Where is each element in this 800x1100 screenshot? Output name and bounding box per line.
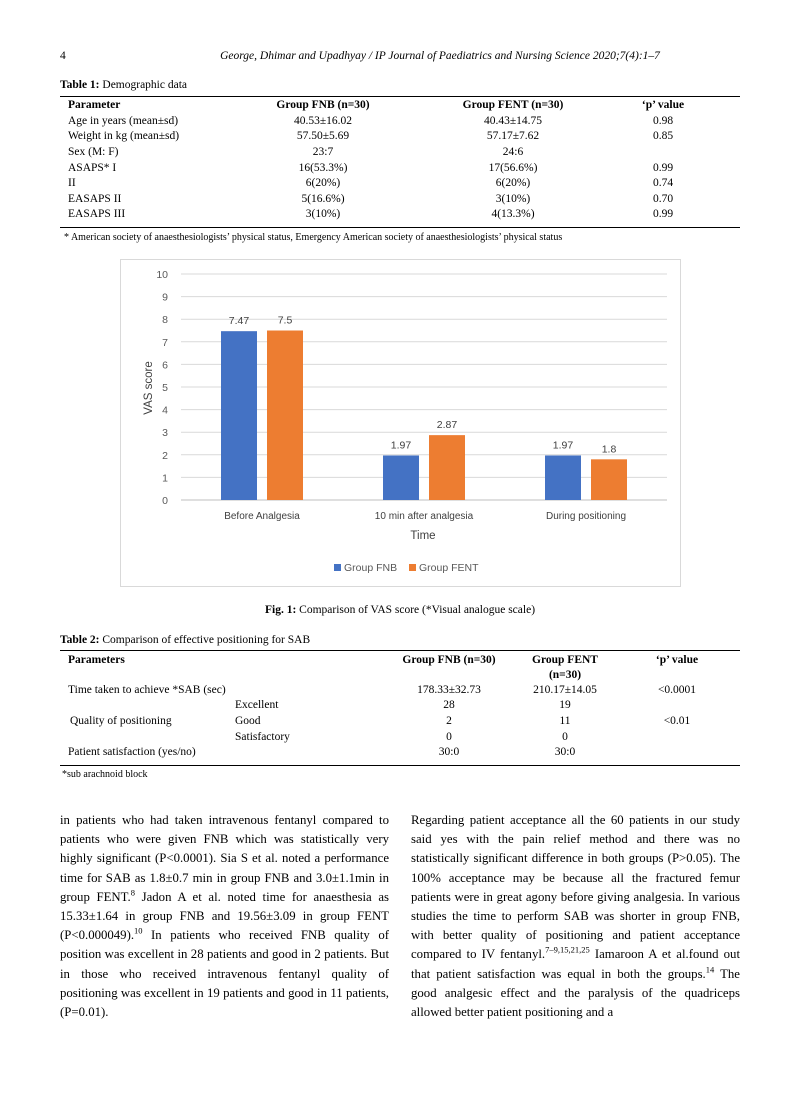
table1-cell-fent: 3(10%) [495,193,531,205]
bar-group-fnb [545,455,581,500]
table2-sab-fnb: 178.33±32.73 [417,684,481,696]
table2-quality-label: Good [235,715,261,727]
data-label: 1.97 [552,439,574,452]
body-left-column [60,811,389,1022]
figure1-caption [60,604,740,616]
table2-header-parameters: Parameters [68,654,125,666]
table1-cell-p: 0.70 [652,193,674,205]
table1-title: Demographic data [102,79,188,91]
table2-label: Table 2: [60,634,100,646]
table1-cell-fent: 57.17±7.62 [486,130,540,142]
citation-ref[interactable]: 8 [130,887,135,898]
table1-bottom-rule [60,227,740,228]
table2-satisfaction-label: Patient satisfaction (yes/no) [68,746,196,758]
bar-group-fnb [383,455,419,500]
x-axis-label: Time [410,530,436,542]
table2-quality-fent: 11 [559,715,571,727]
table2-quality-p: <0.01 [663,715,691,727]
table1-cell-fent: 17(56.6%) [488,162,538,174]
table2-header-fent: Group FENT [532,654,598,666]
x-category-label: Before Analgesia [224,511,300,522]
y-tick-label: 8 [162,314,168,327]
vas-bar-chart [121,260,680,586]
table2-quality-label: Satisfactory [235,731,290,743]
y-tick-label: 10 [156,269,168,281]
bar-group-fent [591,459,627,500]
table1-header-parameter: Parameter [68,99,121,111]
table2-quality-fnb: 2 [446,715,452,727]
y-tick-label: 0 [162,495,168,507]
table1-cell-param: EASAPS II [68,193,122,205]
table2-quality-fnb: 28 [443,699,455,711]
citation-ref[interactable]: 7–9,15,21,25 [545,945,590,956]
table1-cell-p: 0.99 [652,208,674,220]
y-tick-label: 5 [162,382,168,394]
table2-header-p: ‘p’ value [655,654,699,666]
table1-footnote: * American society of anaesthesiologists’ physical status, Emergency American society of anaesthesiologists’ physical status [64,232,563,243]
citation-ref[interactable]: 10 [134,925,143,936]
data-label: 2.87 [436,419,458,432]
bar-group-fnb [221,331,257,500]
table1-cell-p: 0.98 [652,115,674,127]
y-tick-label: 7 [162,336,168,349]
table1-cell-fent: 6(20%) [495,177,531,189]
table2-satisfaction-fnb: 30:0 [438,746,460,758]
table1-cell-param: EASAPS III [68,208,126,220]
table2-satisfaction-fent: 30:0 [554,746,576,758]
data-label: 7.47 [228,315,250,328]
table1-header-fent: Group FENT (n=30) [462,99,564,111]
table1-cell-param: Age in years (mean±sd) [68,115,179,127]
table2-quality-fent: 0 [562,731,568,743]
table1-top-rule [60,96,740,97]
table1-cell-fnb: 23:7 [312,146,334,158]
bar-group-fent [267,331,303,501]
body-left-text-2: Jadon A et al. noted time for anaesthesia as 15.33±1.64 in group FNB and 19.56±3.09 in group FENT (P<0.000049). [60,889,390,943]
page-number: 4 [60,50,66,62]
y-tick-label: 4 [162,404,168,417]
table1-cell-fnb: 5(16.6%) [301,193,345,205]
data-label: 1.97 [390,439,412,452]
y-axis-label: VAS score [143,361,155,415]
table1-cell-param: Weight in kg (mean±sd) [68,130,180,142]
table1-cell-fent: 4(13.3%) [491,208,535,220]
table1-header-p: ‘p’ value [641,99,685,111]
y-tick-label: 3 [162,427,168,440]
table1-cell-fnb: 6(20%) [305,177,341,189]
body-right-text-1: Regarding patient acceptance all the 60 patients in our study said yes with the pain relief method and there was no statistically significant difference in both groups (P>0.05). The 100% acceptance may be because all the fractured femur patients were in great agony before giving analgesia. In various studies the time to perform SAB was shorter in group FNB, with better quality of positioning and patient acceptance compared to IV fentanyl. [411,813,740,962]
table1-cell-fnb: 57.50±5.69 [296,130,350,142]
legend-label: Group FNB [344,562,398,574]
table1-cell-fent: 40.43±14.75 [483,115,543,127]
figure1-caption-text: Comparison of VAS score (*Visual analogue scale) [299,604,536,616]
body-right-text-3: The good analgesic effect and the paralysis of the quadriceps allowed better patient positioning and a [411,966,740,1020]
body-left-text-3: In patients who received FNB quality of position was excellent in 28 patients and good in 2 patients. But in those who received intravenous fentanyl quality of positioning was excellent in 19 patients and good in 11 patients, (P=0.01). [60,928,389,1020]
table1-cell-param: ASAPS* I [68,162,117,174]
table2-quality-label: Quality of positioning [70,715,172,727]
table1-cell-p: 0.74 [652,177,674,189]
y-tick-label: 6 [162,359,168,372]
table2-header-fent-n: (n=30) [548,669,582,681]
vas-chart-frame [120,259,681,587]
table2-quality-label: Excellent [235,699,279,711]
x-category-label: 10 min after analgesia [374,511,474,522]
table2-quality-fnb: 0 [446,731,452,743]
table1-cell-param: Sex (M: F) [68,146,119,158]
table2-caption [60,634,310,646]
citation-ref[interactable]: 14 [705,964,715,975]
table1-header-fnb: Group FNB (n=30) [276,99,370,111]
table1-cell-p: 0.99 [652,162,674,174]
table1-cell-fnb: 40.53±16.02 [293,115,353,127]
table2-sab-p: <0.0001 [657,684,697,696]
journal-running-title: George, Dhimar and Upadhyay / IP Journal of Paediatrics and Nursing Science 2020;7(4):1–7 [220,50,660,62]
figure1-label: Fig. 1: [264,604,297,616]
body-right-column [411,811,740,1022]
data-label: 7.5 [277,314,293,327]
table1-cell-fent: 24:6 [502,146,524,158]
body-right-text-2: Iamaroon A et al.found out that patient satisfaction was equal in both the groups. [411,947,741,981]
table2-quality-fent: 19 [559,699,571,711]
table2-bottom-rule [60,765,740,766]
table2-top-rule [60,650,740,651]
x-category-label: During positioning [545,511,627,522]
table2-title: Comparison of effective positioning for SAB [102,634,311,646]
table1-cell-fnb: 3(10%) [305,208,341,220]
table2-sab-fent: 210.17±14.05 [533,684,597,696]
y-tick-label: 9 [162,291,168,304]
y-tick-label: 2 [162,449,168,462]
legend-swatch [334,564,341,571]
data-label: 1.8 [601,443,617,456]
table2-header-fnb: Group FNB (n=30) [402,654,496,666]
bar-group-fent [429,435,465,500]
table1-cell-p: 0.85 [652,130,674,142]
body-left-text-1: in patients who had taken intravenous fentanyl compared to patients who were given FNB which was statistically very highly significant (P<0.0001). Sia S et al. noted a performance time for SAB as 1.8±0.7 min in group FNB and 3.0±1.1min in group FENT. [60,813,389,904]
table1-cell-param: II [68,177,76,189]
table1-caption [60,79,187,91]
legend-label: Group FENT [419,562,479,574]
table2-sab-label: Time taken to achieve *SAB (sec) [68,684,226,696]
table2-footnote: *sub arachnoid block [62,769,148,780]
table1-label: Table 1: [60,79,100,91]
table1-cell-fnb: 16(53.3%) [298,162,348,174]
legend-swatch [409,564,416,571]
y-tick-label: 1 [162,472,168,485]
